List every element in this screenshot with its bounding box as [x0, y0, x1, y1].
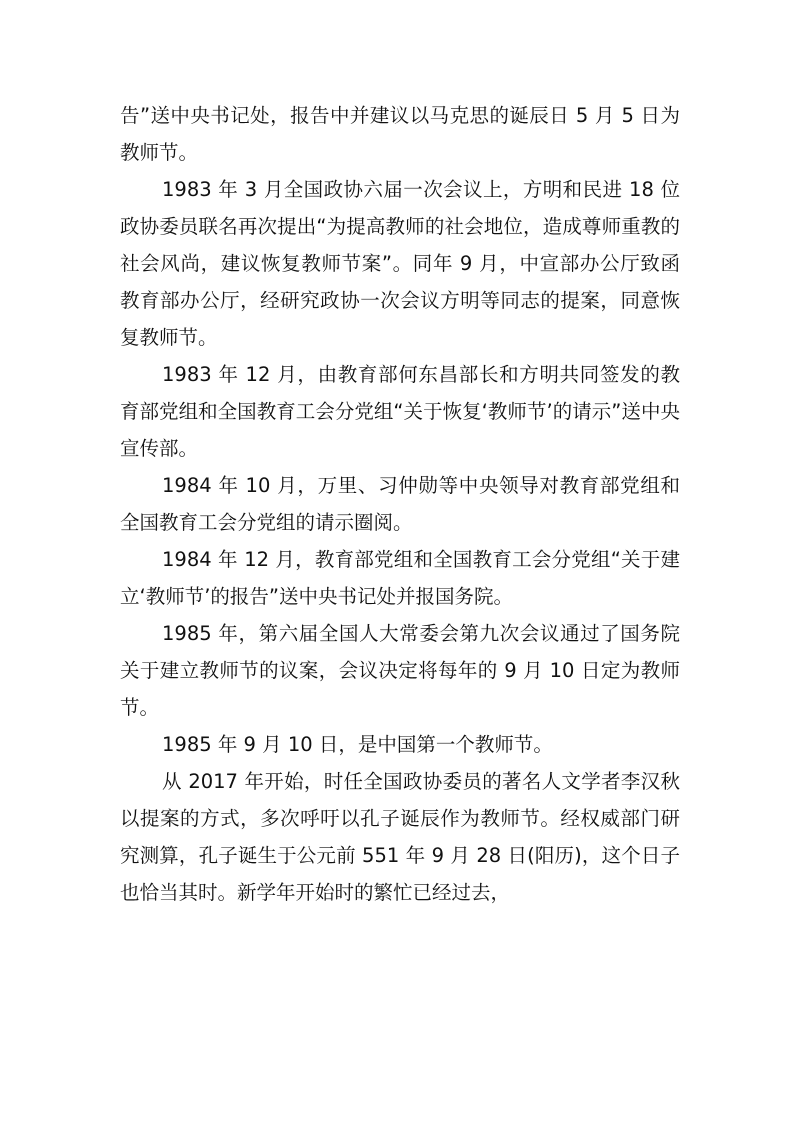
paragraph-1: 告”送中央书记处，报告中并建议以马克思的诞辰日 5 月 5 日为教师节。 — [120, 104, 680, 164]
paragraph-3: 1983 年 12 月，由教育部何东昌部长和方明共同签发的教育部党组和全国教育工会分党组“关于恢复‘教师节’的请示”送中央宣传部。 — [120, 363, 680, 460]
paragraph-5: 1984 年 12 月，教育部党组和全国教育工会分党组“关于建立‘教师节’的报告”送中央书记处并报国务院。 — [120, 548, 680, 608]
paragraph-6: 1985 年，第六届全国人大常委会第九次会议通过了国务院关于建立教师节的议案，会议决定将每年的 9 月 10 日定为教师节。 — [120, 622, 680, 719]
paragraph-8: 从 2017 年开始，时任全国政协委员的著名人文学者李汉秋以提案的方式，多次呼吁以孔子诞辰作为教师节。经权威部门研究测算，孔子诞生于公元前 551 年 9 月 28 日(阳历)，这个日子也恰当其时。新学年开始时的繁忙已经过去， — [120, 770, 680, 904]
paragraph-7: 1985 年 9 月 10 日，是中国第一个教师节。 — [162, 733, 553, 756]
paragraph-4: 1984 年 10 月，万里、习仲勋等中央领导对教育部党组和全国教育工会分党组的请示圈阅。 — [120, 474, 680, 534]
paragraph-2: 1983 年 3 月全国政协六届一次会议上，方明和民进 18 位政协委员联名再次提出“为提高教师的社会地位，造成尊师重教的社会风尚，建议恢复教师节案”。同年 9 月，中宣部办公厅致函教育部办公厅，经研究政协一次会议方明等同志的提案，同意恢复教师节。 — [120, 178, 680, 349]
document-page — [120, 97, 680, 911]
